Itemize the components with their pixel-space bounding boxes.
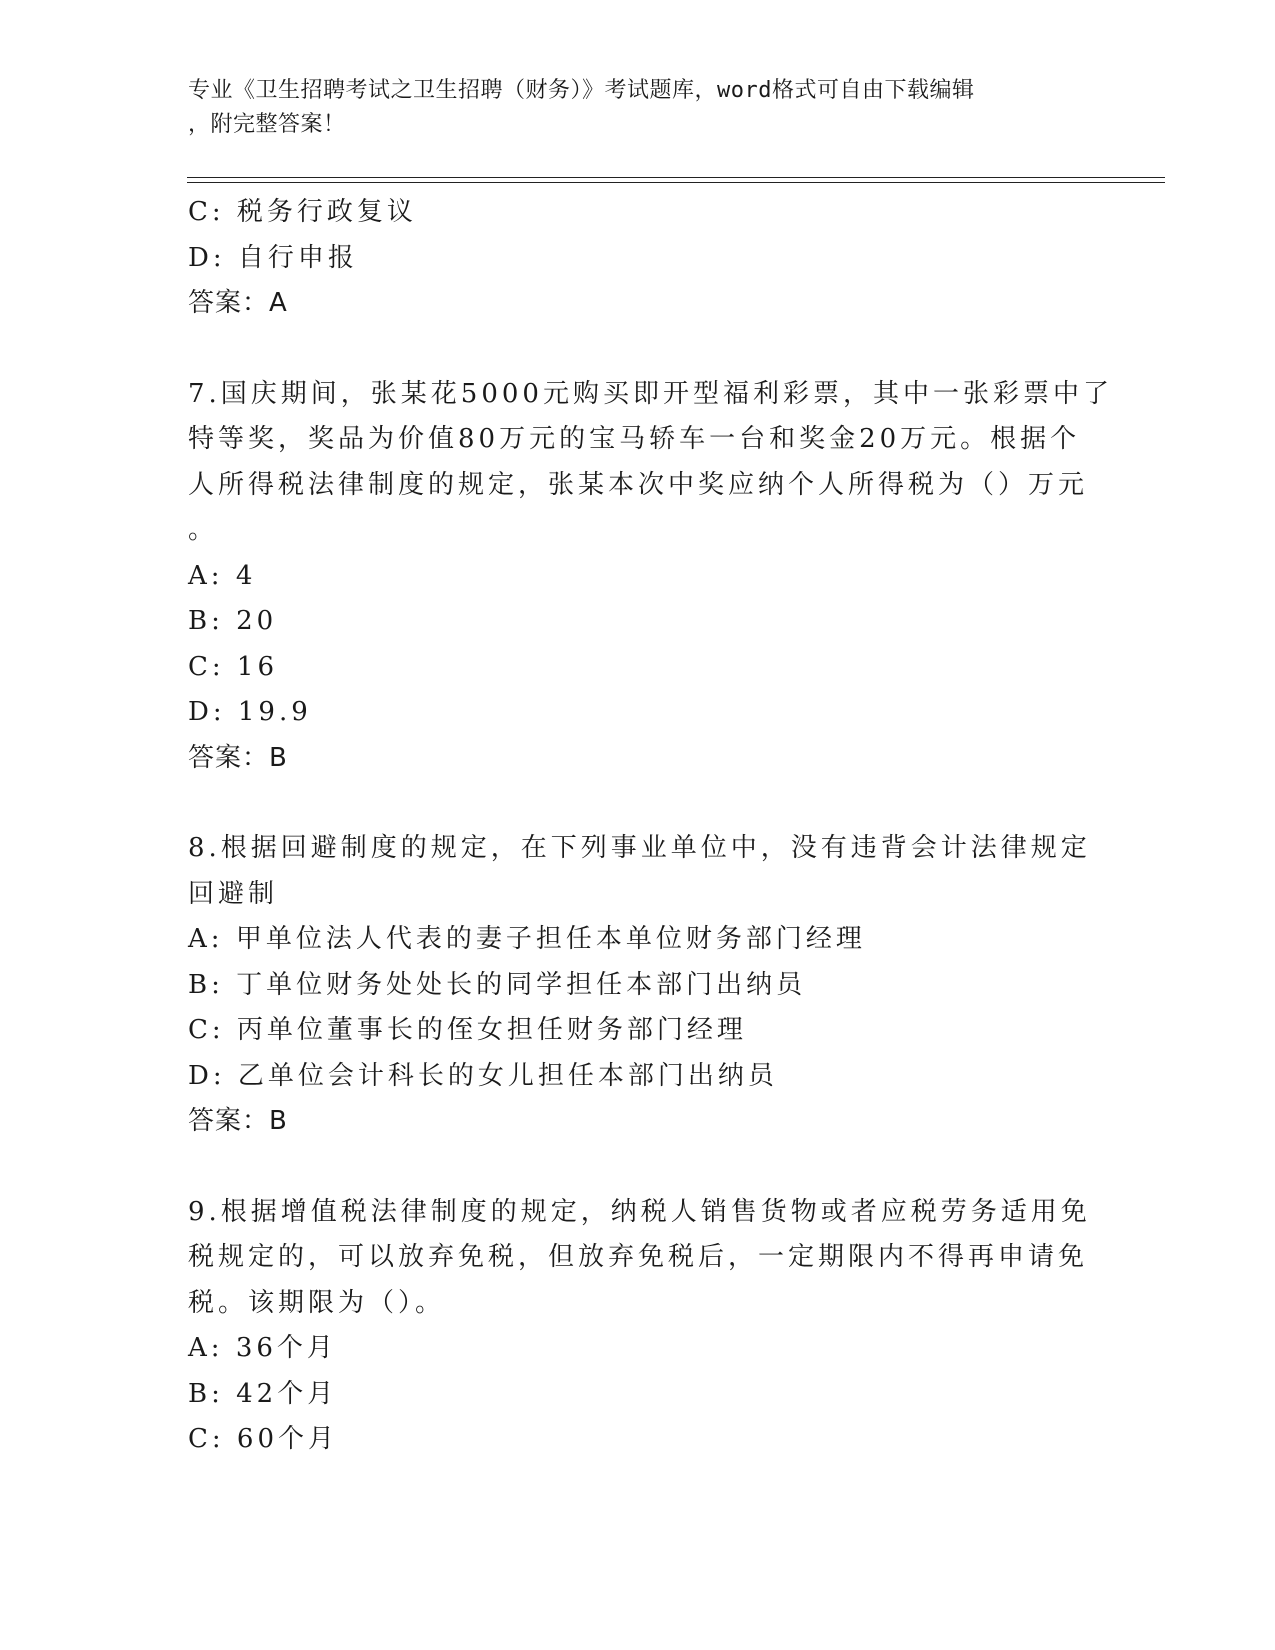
option-d: D: 19.9 <box>188 697 312 727</box>
option-b: B: 丁单位财务处处长的同学担任本部门出纳员 <box>188 969 807 1000</box>
option-a: A: 36个月 <box>188 1333 337 1363</box>
question-content <box>188 190 1113 1463</box>
question-8 <box>188 826 1091 1145</box>
question-text-line: 8.根据回避制度的规定，在下列事业单位中，没有违背会计法律规定 <box>188 833 1091 863</box>
document-header <box>188 74 1088 142</box>
header-line-2: ，附完整答案！ <box>188 112 346 137</box>
question-text-line: 税规定的，可以放弃免税，但放弃免税后，一定期限内不得再申请免 <box>188 1242 1089 1272</box>
option-d: D: 乙单位会计科长的女儿担任本部门出纳员 <box>188 1060 778 1091</box>
question-text-line: 税。该期限为（）。 <box>188 1287 446 1318</box>
question-text-line: 。 <box>188 515 219 545</box>
option-b: B: 20 <box>188 606 278 636</box>
option-c: C: 16 <box>188 651 279 682</box>
question-text-line: 人所得税法律制度的规定，张某本次中奖应纳个人所得税为（）万元 <box>188 469 1089 500</box>
option-c: C: 丙单位董事长的侄女担任财务部门经理 <box>188 1015 747 1045</box>
question-text-line: 特等奖，奖品为价值80万元的宝马轿车一台和奖金20万元。根据个 <box>188 424 1081 454</box>
answer-line: 答案：A <box>188 288 288 318</box>
option-c: C: 税务行政复议 <box>188 197 417 227</box>
question-text-line: 回避制 <box>188 878 279 909</box>
prev-question-block <box>188 190 1068 327</box>
option-b: B: 42个月 <box>188 1378 338 1409</box>
answer-line: 答案：B <box>188 742 288 773</box>
header-divider-thin <box>187 182 1165 183</box>
question-text-line: 7.国庆期间，张某花5000元购买即开型福利彩票，其中一张彩票中了 <box>188 378 1113 409</box>
option-a: A: 4 <box>188 560 257 591</box>
option-c: C: 60个月 <box>188 1424 339 1454</box>
question-text-line: 9.根据增值税法律制度的规定，纳税人销售货物或者应税劳务适用免 <box>188 1196 1091 1227</box>
header-divider-thick <box>187 177 1165 178</box>
option-d: D: 自行申报 <box>188 242 358 273</box>
header-line-1: 专业《卫生招聘考试之卫生招聘（财务）》考试题库，word格式可自由下载编辑 <box>188 78 975 103</box>
answer-line: 答案：B <box>188 1106 288 1136</box>
question-9 <box>188 1190 1091 1463</box>
question-7 <box>188 372 1113 782</box>
option-a: A: 甲单位法人代表的妻子担任本单位财务部门经理 <box>188 924 866 954</box>
